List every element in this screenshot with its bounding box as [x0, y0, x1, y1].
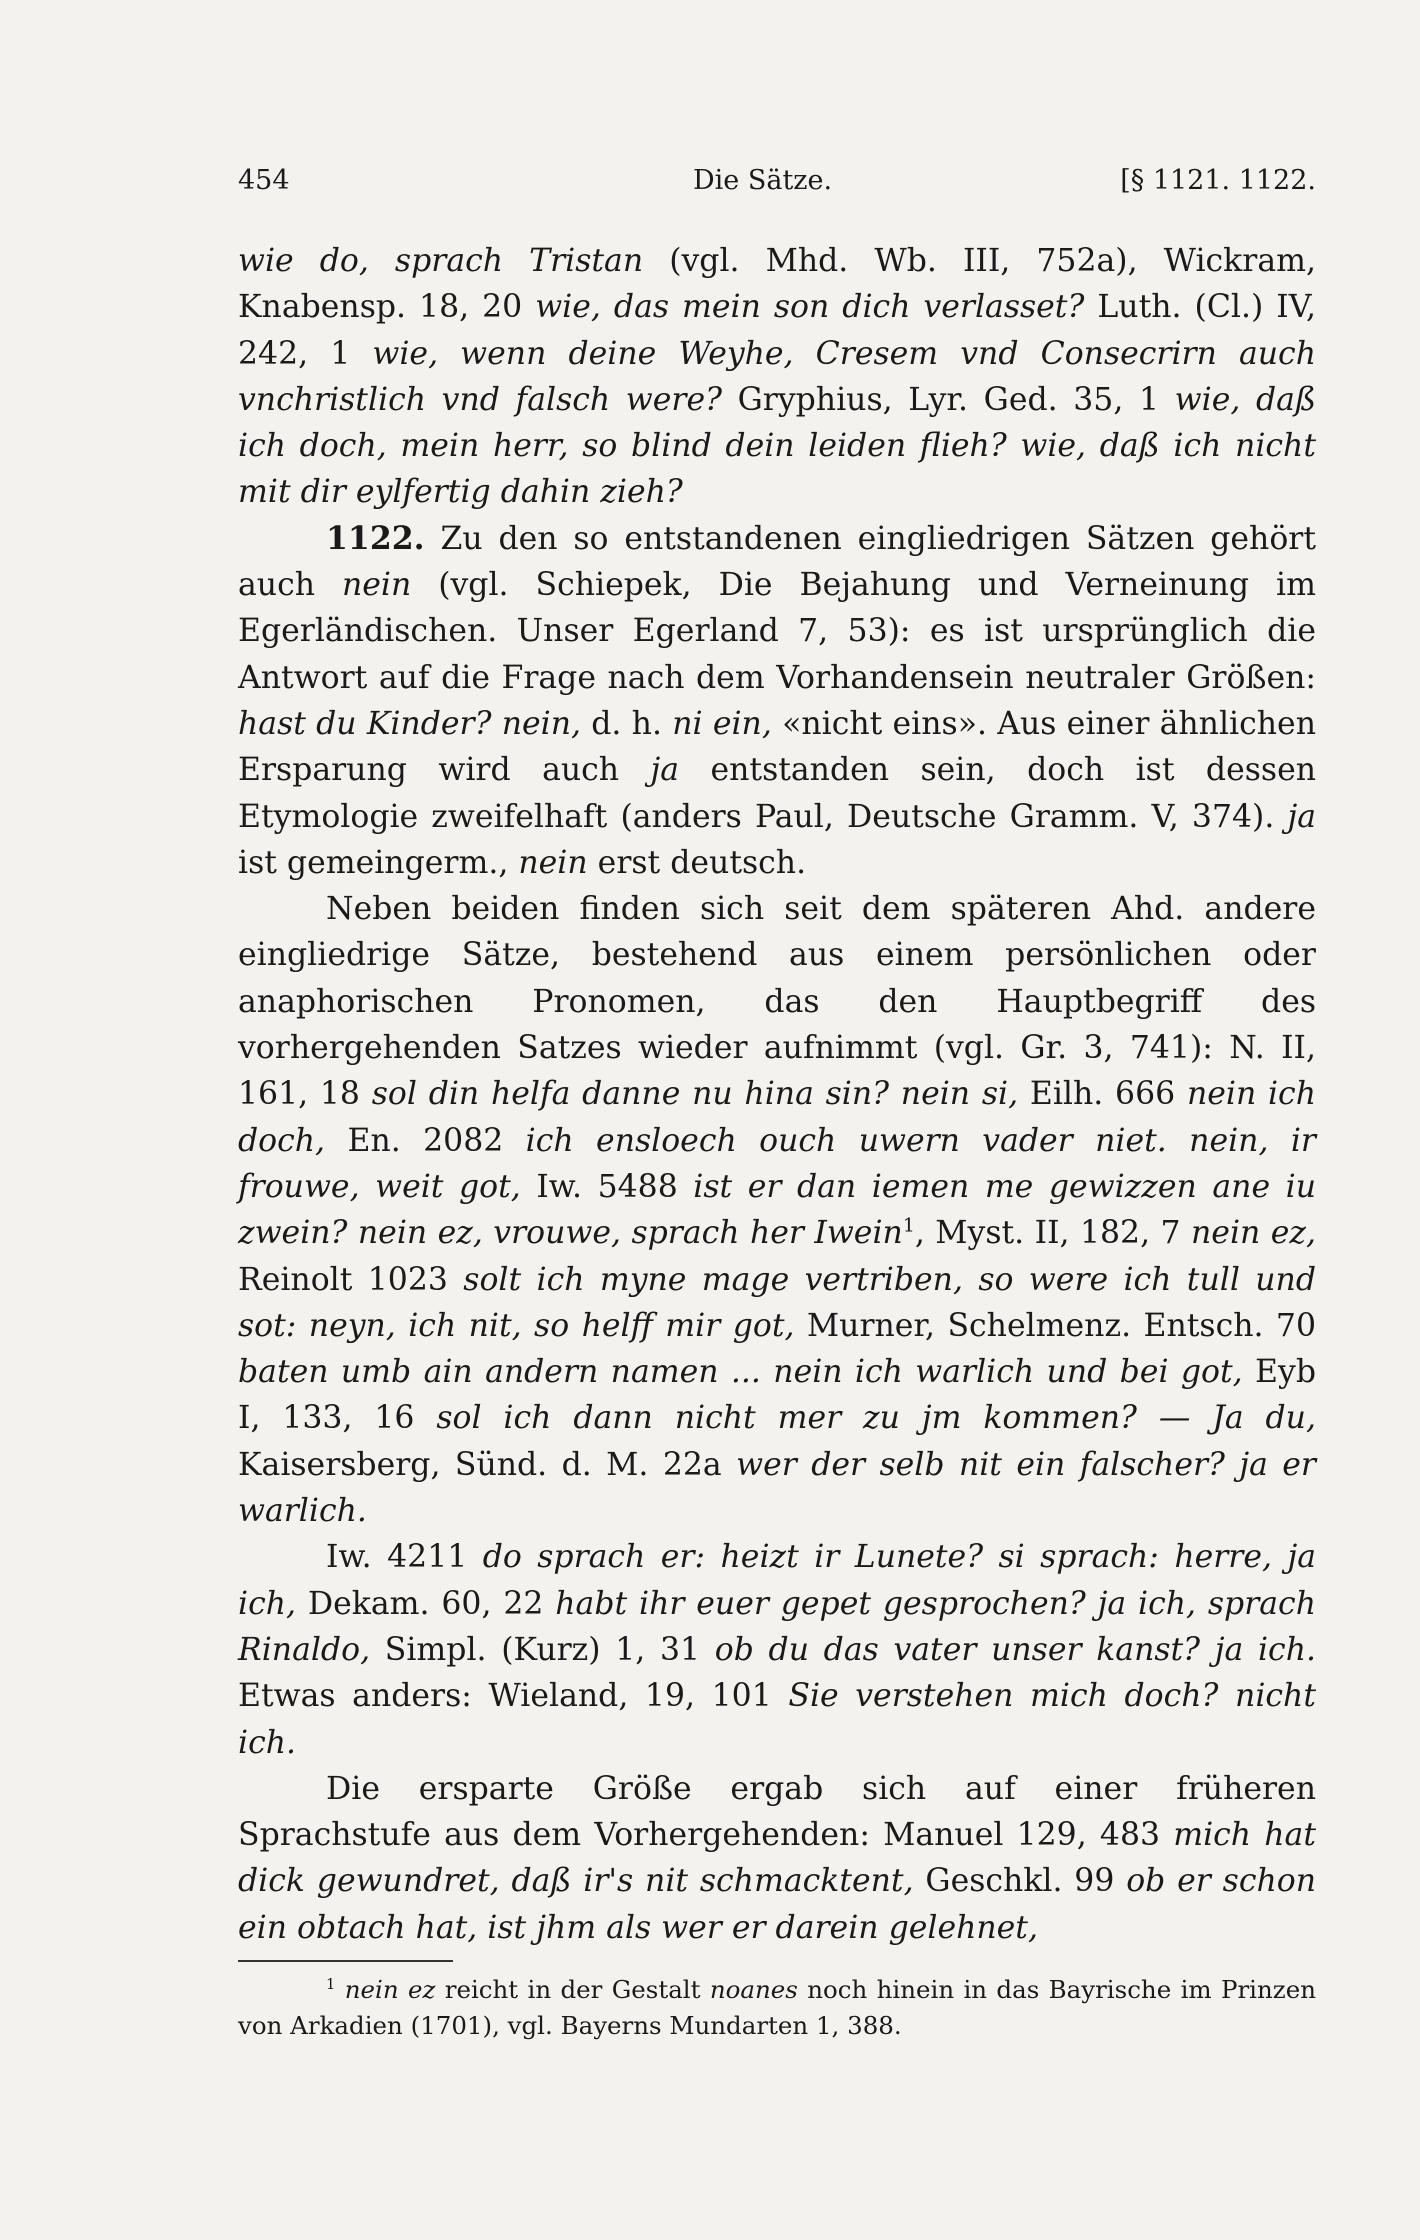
text-run: Dekam. 60, 22: [296, 1585, 556, 1622]
text-run: [335, 1975, 344, 2004]
quote-text: nein ich doch,: [238, 1076, 1316, 1159]
quote-text: ich ensloech ouch uwern vader niet. nein, ir frouwe, weit got,: [238, 1122, 1316, 1205]
quote-text: hast du Kinder? nein,: [238, 705, 582, 742]
text-run: Murner, Schelmenz. Entsch. 70: [794, 1307, 1317, 1344]
main-text: [238, 238, 1316, 1951]
text-run: , Myst. II, 182, 7: [914, 1215, 1192, 1252]
quote-text: Sie verstehen mich doch? nicht ich.: [238, 1678, 1316, 1761]
quote-text: habt ihr euer gepet gesprochen? ja ich, sprach Rinaldo,: [238, 1585, 1316, 1668]
quote-text: wie, daß ich doch, mein herr, so blind dein leiden flieh? wie, daß ich nicht mit dir eylfertig dahin zieh?: [238, 381, 1316, 511]
text-run: Etwas anders: Wieland, 19, 101: [238, 1678, 789, 1715]
text-run: Eilh. 666: [1018, 1076, 1187, 1113]
text-run: reicht in der Gestalt: [435, 1975, 710, 2004]
quote-text: nein: [518, 844, 588, 881]
paragraph-5: [238, 1766, 1316, 1951]
footnote-marker: 1: [902, 1214, 915, 1237]
text-run: Iw. 4211: [326, 1539, 483, 1576]
quote-text: mich hat dick gewundret, daß ir's nit schmacktent,: [238, 1817, 1316, 1900]
paragraph-3: [238, 886, 1316, 1534]
text-run: Geschkl. 99: [913, 1863, 1127, 1900]
footnote: [238, 1972, 1316, 2044]
running-title: Die Sätze.: [693, 165, 833, 196]
section-number: 1122.: [326, 519, 425, 557]
footnote-marker: 1: [326, 1975, 336, 1993]
text-run: Gryphius, Lyr. Ged. 35, 1: [721, 381, 1175, 418]
quote-text: solt ich myne mage vertriben, so were ich tull und sot: neyn, ich nit, so helff mir got,: [238, 1261, 1316, 1344]
text-run: Luth. (Cl.) IV, 242, 1: [238, 289, 1316, 372]
text-run: (vgl. Mhd. Wb. III, 752a), Wickram, Knabensp. 18, 20: [238, 243, 1316, 326]
text-run: Reinolt 1023: [238, 1261, 464, 1298]
text-run: Eyb I, 133, 16: [238, 1354, 1317, 1437]
quote-text: ja: [650, 752, 680, 789]
quote-text: do sprach er: heizt ir Lunete? si sprach: herre, ja ich,: [238, 1539, 1316, 1622]
text-run: Die ersparte Größe ergab sich auf einer früheren Sprachstufe aus dem Vorhergehenden: Manuel 129, 483: [238, 1770, 1316, 1854]
text-run: ist gemeingerm.,: [238, 844, 519, 881]
text-run: «nicht eins». Aus einer ähnlichen Ersparung wird auch: [238, 705, 1316, 789]
quote-text: nein ez,: [1191, 1215, 1316, 1252]
quote-text: baten umb ain andern namen ... nein ich warlich und bei got,: [238, 1354, 1243, 1391]
text-run: En. 2082: [325, 1122, 526, 1159]
paragraph-1122: [238, 516, 1316, 886]
quote-text: ist er dan iemen me gewizzen ane iu zwein? nein ez, vrouwe, sprach her Iwein: [238, 1168, 1316, 1252]
text-run: d. h.: [581, 705, 673, 742]
quote-text: sol din helfa danne nu hina sin? nein si,: [371, 1076, 1019, 1113]
paragraph-4: [238, 1534, 1316, 1765]
text-run: Kaisersberg, Sünd. d. M. 22a: [238, 1446, 737, 1483]
quote-text: noanes: [709, 1975, 798, 2004]
quote-text: wie, wenn deine Weyhe, Cresem vnd Consecrirn auch vnchristlich vnd falsch were?: [238, 335, 1316, 418]
quote-text: wer der selb nit ein falscher? ja er warlich.: [238, 1446, 1316, 1530]
quote-text: nein: [341, 567, 412, 604]
text-run: Simpl. (Kurz) 1, 31: [370, 1631, 715, 1668]
quote-text: sol ich dann nicht mer zu jm kommen? — Ja du,: [436, 1400, 1316, 1437]
paragraph-1: [238, 238, 1316, 516]
quote-text: ob du das vater unser kanst? ja ich.: [714, 1631, 1316, 1668]
text-run: Iw. 5488: [520, 1168, 694, 1205]
quote-text: wie, das mein son dich verlasset?: [535, 289, 1085, 326]
quote-text: wie do, sprach Tristan: [238, 243, 644, 279]
text-run: Zu den so entstandenen eingliedrigen Sätzen gehört auch: [238, 520, 1316, 604]
text-run: (vgl. Schiepek, Die Bejahung und Verneinung im Egerländischen. Unser Egerland 7, 53): es ist ursprünglich die Antwort auf die Frage nach dem Vorhandensein neutraler Größen:: [238, 567, 1316, 696]
quote-text: ob er schon ein obtach hat, ist jhm als wer er darein gelehnet,: [238, 1863, 1317, 1946]
paragraph-1122-text: [238, 521, 1316, 881]
text-run: entstanden sein, doch ist dessen Etymologie zweifelhaft (anders Paul, Deutsche Gramm. V, 374).: [238, 752, 1316, 835]
running-header: [238, 165, 1316, 205]
section-range: [§ 1121. 1122.: [1120, 165, 1316, 196]
quote-text: ni ein,: [672, 705, 772, 742]
page-number: 454: [238, 165, 290, 196]
footnote-rule: [238, 1960, 453, 1962]
quote-text: nein ez: [344, 1975, 436, 2004]
quote-text: ja: [1287, 798, 1316, 835]
text-run: Neben beiden finden sich seit dem späteren Ahd. andere eingliedrige Sätze, bestehend aus einem persönlichen oder anaphorischen Pronomen, das den Hauptbegriff des vorhergehenden Satzes wieder aufnimmt (vgl. Gr. 3, 741): N. II, 161, 18: [238, 891, 1316, 1113]
text-run: erst deutsch.: [587, 844, 807, 881]
text-run: noch hinein in das Bayrische im Prinzen von Arkadien (1701), vgl. Bayerns Mundarten 1, 388.: [238, 1975, 1316, 2040]
